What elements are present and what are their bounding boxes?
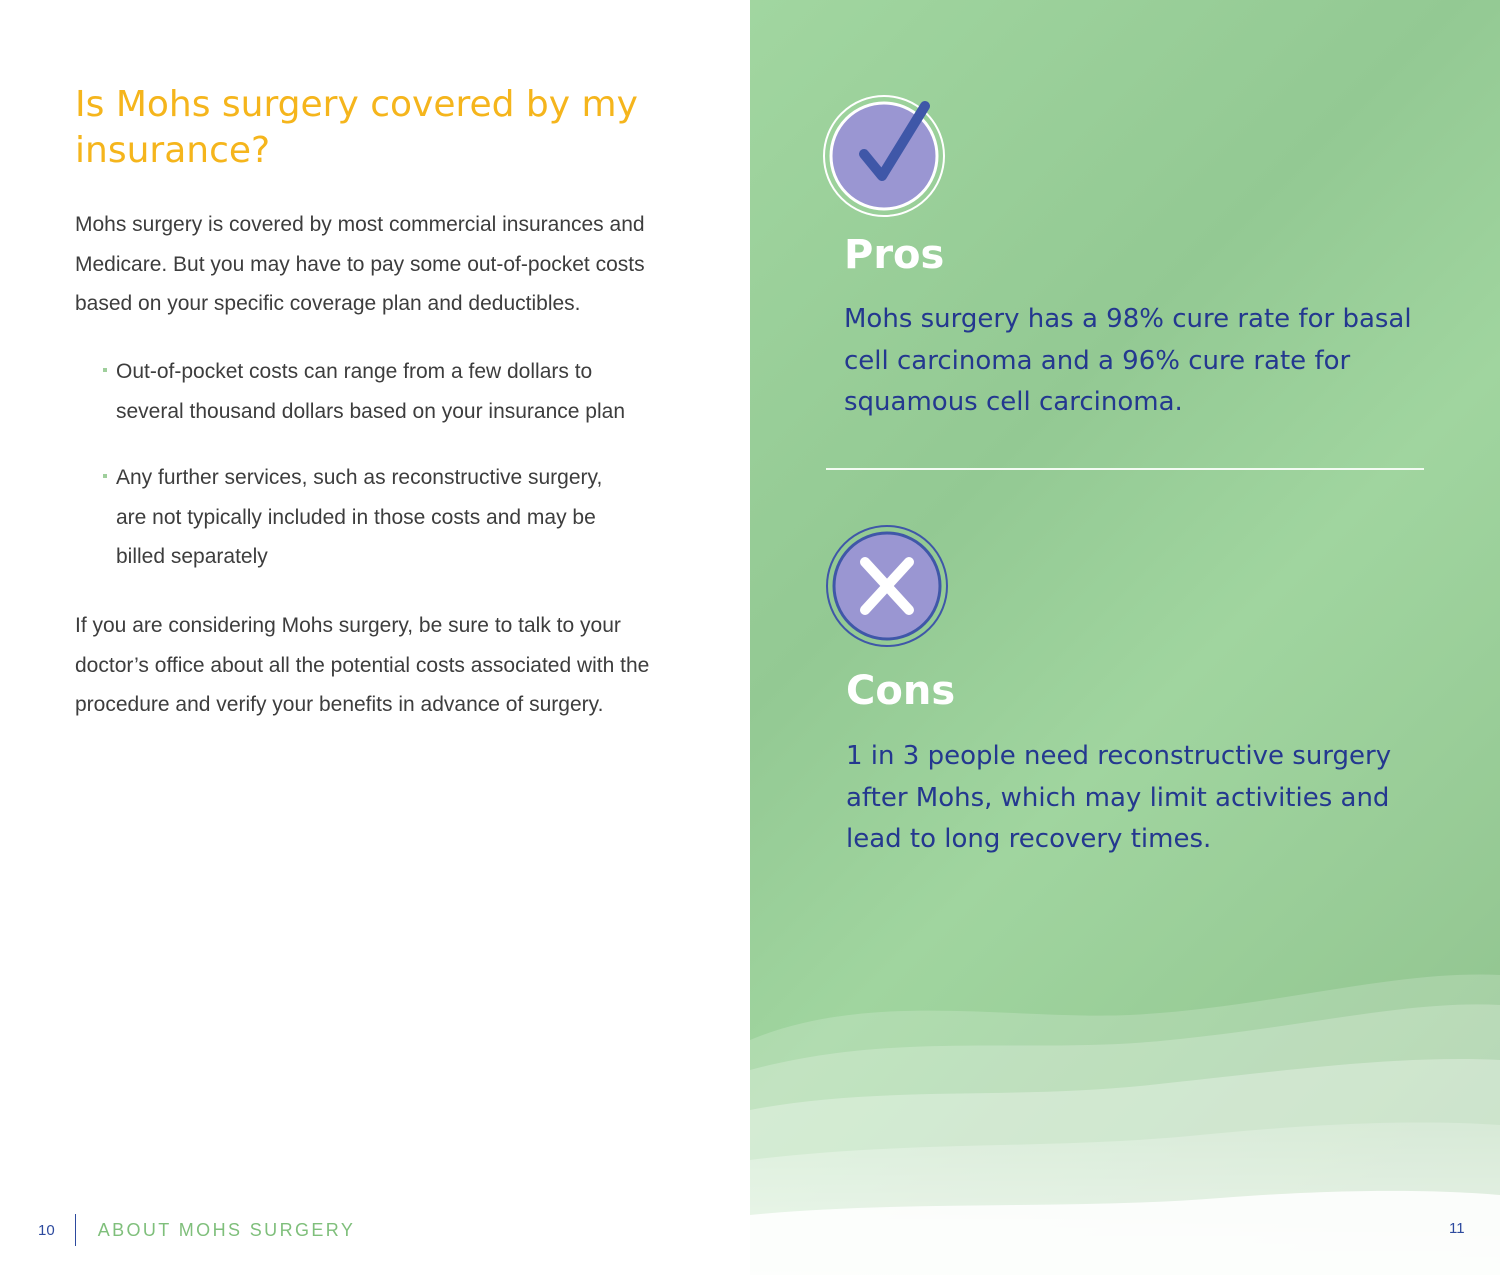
x-icon (825, 524, 949, 653)
list-item (100, 458, 636, 577)
bullet-list (100, 352, 660, 604)
right-page (750, 0, 1500, 1275)
closing-paragraph: If you are considering Mohs surgery, be sure to talk to your doctor’s office about all the potential costs associated with the procedure and verify your benefits in advance of surgery. (75, 614, 650, 716)
bullet-icon (103, 368, 107, 372)
bullet-icon (103, 474, 107, 478)
page-number: 10 (38, 1221, 55, 1239)
footer-left (38, 1214, 355, 1246)
page-number-right: 11 (1449, 1220, 1465, 1237)
cons-heading: Cons (846, 668, 956, 714)
pros-text: Mohs surgery has a 98% cure rate for basal cell carcinoma and a 96% cure rate for squamous cell carcinoma. (844, 304, 1412, 417)
section-label: ABOUT MOHS SURGERY (97, 1219, 356, 1240)
cons-text: 1 in 3 people need reconstructive surgery after Mohs, which may limit activities and lead to long recovery times. (846, 741, 1392, 854)
wave-decoration (750, 960, 1500, 1275)
footer-divider (75, 1214, 76, 1246)
checkmark-icon (822, 94, 946, 223)
bullet-text: Out-of-pocket costs can range from a few dollars to several thousand dollars based on your insurance plan (116, 360, 625, 423)
bullet-text: Any further services, such as reconstructive surgery, are not typically included in those costs and may be billed separately (116, 466, 603, 568)
pros-heading: Pros (844, 232, 945, 278)
list-item (100, 352, 636, 431)
intro-paragraph: Mohs surgery is covered by most commercial insurances and Medicare. But you may have to pay some out-of-pocket costs based on your specific coverage plan and deductibles. (75, 213, 645, 315)
page-title: Is Mohs surgery covered by my insurance? (75, 84, 638, 171)
section-divider (826, 468, 1424, 470)
